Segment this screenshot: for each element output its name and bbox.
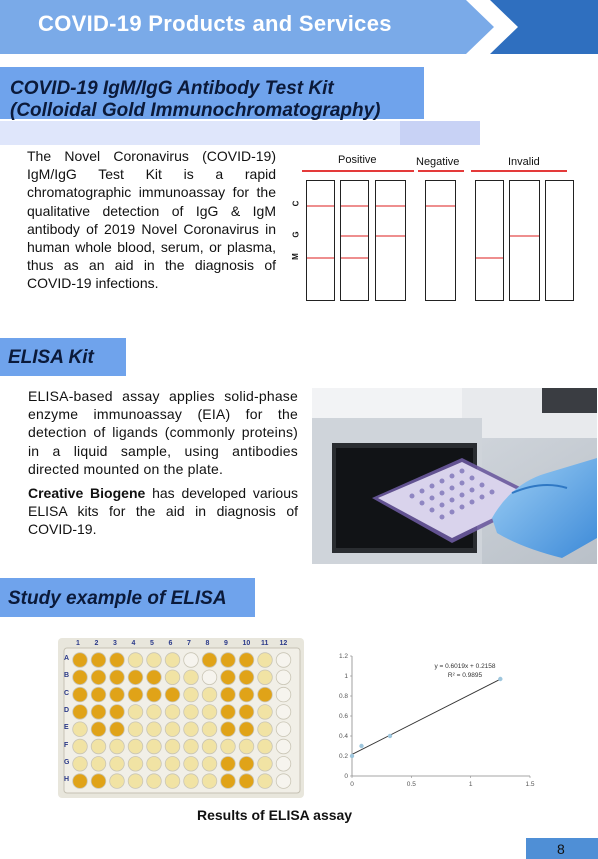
- plate-well: [165, 722, 180, 737]
- chart-y-tick-label: 1: [344, 673, 348, 681]
- plate-well: [184, 687, 199, 702]
- plate-well: [91, 757, 106, 772]
- plate-well: [258, 670, 273, 685]
- plate-well: [258, 687, 273, 702]
- section1-body: The Novel Coronavirus (COVID-19) IgM/IgG Test Kit is a rapid chromatographic immunoassay for the qualitative detection of IgG & IgM antibody of 2019 Novel Coronavirus in human whole blood, serum, or plasma, thus as an aid in the diagnosis of COVID-19 infections.: [27, 148, 276, 292]
- plate-well: [276, 653, 291, 668]
- chart-x-tick-label: 1.5: [525, 781, 535, 788]
- plate-row-label: G: [64, 758, 70, 766]
- plate-well: [147, 687, 162, 702]
- plate-well: [239, 757, 254, 772]
- plate-well: [73, 722, 88, 737]
- strip-invalid-2: [509, 180, 540, 301]
- plate-well: [202, 687, 217, 702]
- section2-para2: [28, 484, 298, 539]
- plate-row-label: D: [64, 706, 70, 714]
- plate-column-label: 4: [131, 640, 136, 647]
- plate-column-label: 12: [279, 640, 288, 647]
- chart-equation: y = 0.6019x + 0.2158: [434, 663, 496, 670]
- plate-well: [258, 774, 273, 789]
- plate-row-label: E: [64, 724, 69, 732]
- plate-well: [147, 757, 162, 772]
- label-invalid: Invalid: [508, 156, 540, 168]
- plate-well: [276, 739, 291, 754]
- plate-well: [221, 774, 236, 789]
- strip-positive-2: [340, 180, 369, 301]
- plate-well: [91, 774, 106, 789]
- plate-well: [239, 687, 254, 702]
- plate-column-label: 10: [242, 640, 251, 647]
- plate-well: [221, 687, 236, 702]
- plate-well: [184, 757, 199, 772]
- plate-well: [91, 739, 106, 754]
- plate-well: [239, 670, 254, 685]
- chart-point: [498, 677, 502, 681]
- chart-y-tick-label: 0: [344, 773, 348, 781]
- plate-well: [165, 739, 180, 754]
- plate-column-label: 6: [168, 640, 173, 647]
- plate-column-label: 9: [224, 640, 228, 647]
- plate-well: [184, 653, 199, 668]
- plate-well: [276, 687, 291, 702]
- chart-x-tick-label: 0: [350, 781, 354, 788]
- plate-well: [128, 722, 143, 737]
- plate-well: [202, 739, 217, 754]
- plate-well: [221, 739, 236, 754]
- header-title: COVID-19 Products and Services: [38, 11, 392, 36]
- plate-well: [110, 670, 125, 685]
- plate-well: [239, 739, 254, 754]
- plate-row-label: C: [64, 689, 70, 697]
- chart-point: [359, 744, 363, 748]
- plate-row-label: B: [64, 672, 70, 680]
- section1-title-underbar-2: [0, 121, 400, 145]
- plate-well: [110, 705, 125, 720]
- plate-well: [165, 774, 180, 789]
- plate-well: [147, 705, 162, 720]
- plate-well: [258, 739, 273, 754]
- strip-positive-1: [306, 180, 335, 301]
- plate-well: [110, 687, 125, 702]
- elisa-results-caption: Results of ELISA assay: [197, 807, 353, 823]
- section1-title: [10, 78, 430, 122]
- plate-well: [165, 653, 180, 668]
- plate-well: [258, 653, 273, 668]
- plate-well: [202, 670, 217, 685]
- plate-well: [91, 687, 106, 702]
- plate-well: [147, 774, 162, 789]
- plate-well: [184, 739, 199, 754]
- strip-positive-3: [375, 180, 406, 301]
- plate-well: [239, 722, 254, 737]
- plate-well: [165, 687, 180, 702]
- chart-y-tick-label: 0.4: [338, 733, 348, 741]
- plate-row-label: H: [64, 776, 70, 784]
- band-label-c: C: [291, 200, 301, 207]
- plate-row-label: F: [64, 741, 69, 749]
- strip-invalid-1: [475, 180, 504, 301]
- plate-well: [110, 757, 125, 772]
- plate-well: [202, 705, 217, 720]
- plate-well: [276, 722, 291, 737]
- plate-well: [147, 739, 162, 754]
- chart-r2: R² = 0.9895: [447, 672, 483, 679]
- plate-well: [221, 670, 236, 685]
- plate-well: [258, 757, 273, 772]
- plate-well: [184, 705, 199, 720]
- plate-well: [91, 705, 106, 720]
- plate-well: [128, 670, 143, 685]
- plate-well: [276, 757, 291, 772]
- plate-well: [73, 739, 88, 754]
- plate-well: [165, 705, 180, 720]
- section1-title-underbar: [400, 121, 480, 145]
- plate-well: [202, 653, 217, 668]
- underline-invalid: [471, 170, 567, 172]
- plate-well: [202, 757, 217, 772]
- plate-well: [128, 653, 143, 668]
- plate-well: [128, 774, 143, 789]
- plate-well: [110, 653, 125, 668]
- chart-x-tick-label: 1: [468, 781, 473, 788]
- plate-well: [165, 757, 180, 772]
- plate-column-label: 5: [150, 640, 154, 647]
- strip-negative: [425, 180, 456, 301]
- antibody-test-figure: [280, 150, 580, 310]
- label-positive: Positive: [338, 154, 377, 166]
- plate-well: [276, 705, 291, 720]
- plate-well: [276, 670, 291, 685]
- section2-para2-rest: has developed various ELISA kits for the aid in diagnosis of COVID-19.: [28, 485, 298, 538]
- band-label-m: M: [290, 253, 300, 260]
- plate-well: [202, 774, 217, 789]
- plate-well: [91, 653, 106, 668]
- plate-well: [239, 653, 254, 668]
- plate-well: [221, 722, 236, 737]
- plate-well: [91, 670, 106, 685]
- elisa-plate-photo: [58, 638, 304, 798]
- plate-well: [184, 774, 199, 789]
- plate-well: [73, 653, 88, 668]
- plate-well: [147, 722, 162, 737]
- chart-point: [388, 734, 392, 738]
- section2-title: ELISA Kit: [8, 347, 94, 368]
- band-label-g: G: [291, 231, 301, 238]
- plate-column-label: 7: [187, 640, 191, 647]
- plate-well: [239, 705, 254, 720]
- plate-column-label: 1: [76, 640, 80, 647]
- plate-column-label: 2: [94, 640, 99, 647]
- plate-well: [184, 722, 199, 737]
- plate-well: [73, 757, 88, 772]
- plate-well: [91, 722, 106, 737]
- elisa-plate-reader-photo: [312, 388, 597, 564]
- plate-well: [165, 670, 180, 685]
- plate-well: [258, 722, 273, 737]
- plate-well: [73, 687, 88, 702]
- underline-positive: [302, 170, 414, 172]
- plate-row-label: A: [64, 655, 70, 662]
- section2-body: [28, 387, 298, 539]
- plate-well: [128, 687, 143, 702]
- strip-invalid-3: [545, 180, 574, 301]
- plate-well: [73, 670, 88, 685]
- chart-point: [350, 754, 354, 758]
- section3-title: Study example of ELISA: [8, 588, 227, 609]
- chart-trendline: [352, 679, 500, 754]
- plate-well: [110, 722, 125, 737]
- plate-well: [258, 705, 273, 720]
- chart-y-tick-label: 0.6: [338, 713, 348, 721]
- plate-column-label: 8: [205, 640, 210, 647]
- plate-well: [221, 653, 236, 668]
- section2-para1: ELISA-based assay applies solid-phase enzyme immunoassay (EIA) for the detection of ligands (commonly proteins) in a liquid sample, using antibodies directed mounted on the plate.: [28, 388, 298, 477]
- section1-title-line2: (Colloidal Gold Immunochromatography): [10, 100, 381, 121]
- label-negative: Negative: [416, 156, 460, 168]
- plate-column-label: 11: [261, 640, 269, 647]
- section1-title-line1: COVID-19 IgM/IgG Antibody Test Kit: [10, 78, 334, 99]
- plate-well: [128, 705, 143, 720]
- plate-well: [221, 705, 236, 720]
- chart-y-tick-label: 0.2: [338, 753, 348, 761]
- plate-well: [147, 670, 162, 685]
- plate-well: [184, 670, 199, 685]
- plate-well: [221, 757, 236, 772]
- plate-well: [128, 739, 143, 754]
- chart-y-tick-label: 0.8: [338, 693, 348, 701]
- plate-well: [73, 705, 88, 720]
- chart-y-tick-label: 1.2: [338, 653, 348, 661]
- plate-well: [147, 653, 162, 668]
- plate-well: [202, 722, 217, 737]
- plate-column-label: 3: [113, 640, 117, 647]
- plate-well: [239, 774, 254, 789]
- plate-well: [128, 757, 143, 772]
- brand-name: Creative Biogene: [28, 485, 146, 502]
- plate-well: [73, 774, 88, 789]
- plate-well: [110, 774, 125, 789]
- underline-negative: [418, 170, 464, 172]
- elisa-standard-curve-chart: [330, 648, 545, 796]
- chart-x-tick-label: 0.5: [406, 781, 416, 788]
- page-number: 8: [557, 841, 565, 857]
- plate-well: [110, 739, 125, 754]
- plate-well: [276, 774, 291, 789]
